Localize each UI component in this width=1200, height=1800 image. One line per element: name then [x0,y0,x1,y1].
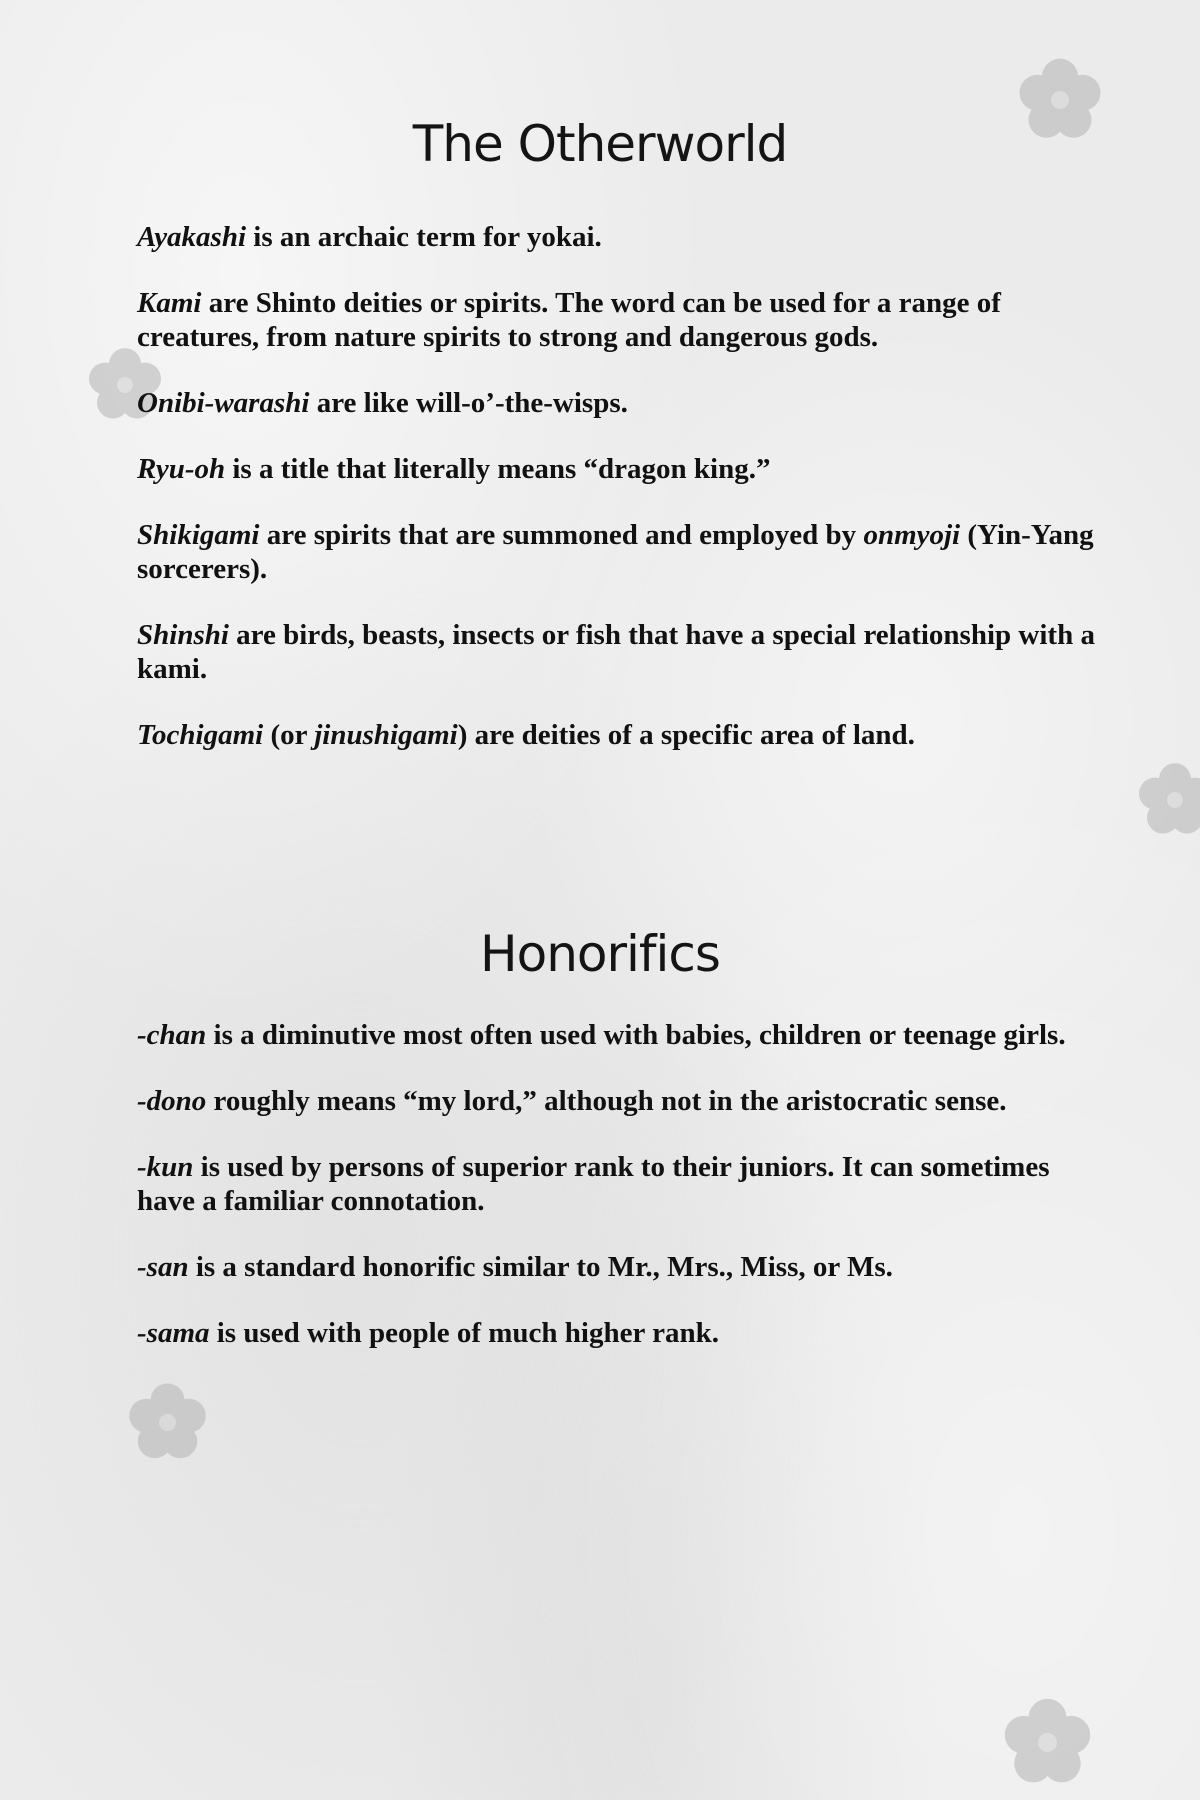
entry-definition: are spirits that are summoned and employed by [259,519,864,551]
entry-term: -dono [137,1085,207,1117]
entry-definition: is a standard honorific similar to Mr., Mrs., Miss, or Ms. [188,1251,893,1283]
plum-blossom-icon [1000,1695,1095,1790]
entry-term: Ayakashi [137,221,247,253]
otherworld-entry-list [137,220,1097,784]
glossary-entry [137,618,1097,686]
entry-term: -kun [137,1151,194,1183]
entry-definition-continued: (Yin-Yang sorcerers). [137,519,1094,585]
entry-term: Tochigami [137,719,264,751]
entry-definition: is used by persons of superior rank to their juniors. It can sometimes have a familiar connotation. [137,1151,1050,1217]
entry-definition: are like will-o’-the-wisps. [309,387,628,419]
entry-secondary-term: jinushigami [314,719,458,751]
plum-blossom-icon [1135,760,1200,840]
glossary-entry [137,220,1097,254]
entry-term: Shinshi [137,619,229,651]
entry-term: Onibi-warashi [137,387,310,419]
entry-definition: is an archaic term for yokai. [246,221,602,253]
entry-definition: are birds, beasts, insects or fish that have a special relationship with a kami. [137,619,1095,685]
plum-blossom-icon [125,1380,210,1465]
glossary-entry [137,286,1097,354]
entry-term: Kami [137,287,202,319]
glossary-entry [137,518,1097,586]
honorifics-title: Honorifics [480,925,720,983]
glossary-entry [137,1316,1097,1350]
entry-definition: is a title that literally means “dragon king.” [225,453,771,485]
honorifics-entry-list [137,1018,1097,1382]
glossary-entry [137,1018,1097,1052]
entry-term: -san [137,1251,189,1283]
entry-definition: (or [263,719,315,751]
entry-term: Shikigami [137,519,260,551]
glossary-entry [137,452,1097,486]
glossary-entry [137,1150,1097,1218]
entry-definition: are Shinto deities or spirits. The word can be used for a range of creatures, from nature spirits to strong and dangerous gods. [137,287,1001,353]
entry-secondary-term: onmyoji [863,519,961,551]
glossary-entry [137,1084,1097,1118]
entry-term: Ryu-oh [137,453,226,485]
entry-definition: is used with people of much higher rank. [209,1317,719,1349]
otherworld-title: The Otherworld [412,115,788,173]
entry-definition: roughly means “my lord,” although not in the aristocratic sense. [206,1085,1007,1117]
entry-definition: is a diminutive most often used with babies, children or teenage girls. [206,1019,1066,1051]
glossary-entry [137,1250,1097,1284]
glossary-entry [137,386,1097,420]
entry-term: -chan [137,1019,207,1051]
entry-term: -sama [137,1317,210,1349]
glossary-entry [137,718,1097,752]
entry-definition-continued: ) are deities of a specific area of land. [457,719,915,751]
